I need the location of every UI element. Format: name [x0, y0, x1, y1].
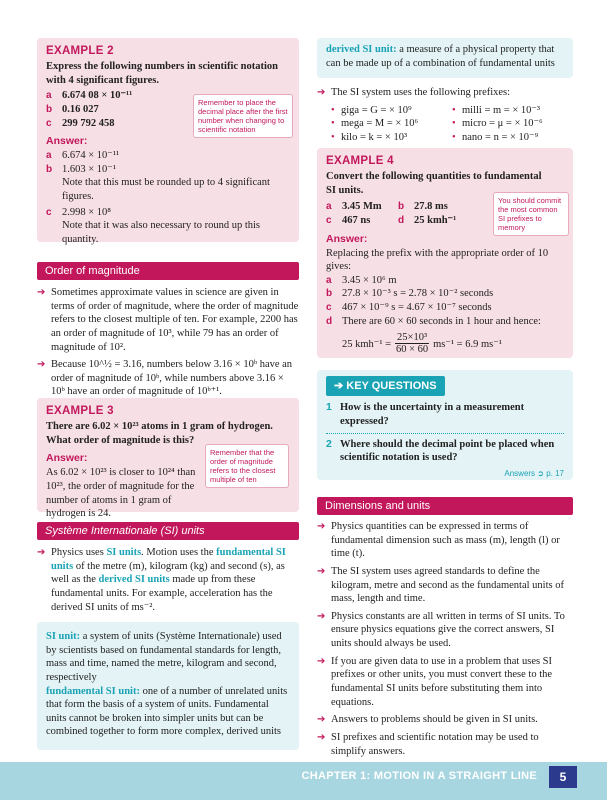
- bullet-text: SI prefixes and scientific notation may be used to simplify answers.: [331, 731, 539, 757]
- bullet-text: If you are given data to use in a problem that uses SI prefixes or other units, you must convert these to the fundamental SI units before substituting them into equations.: [331, 655, 553, 708]
- item-label: b: [398, 201, 405, 213]
- answer-item-label: b: [46, 163, 53, 175]
- section-heading-order: Order of magnitude: [37, 262, 299, 280]
- arrow-icon: ➔: [317, 610, 326, 622]
- bullet-text: Physics uses SI units. Motion uses the fundamental SI units of the metre (m), kilogram (kg) and second (s), as well as the derived SI units made up from these fundamental units. For example, acceleration has the derived SI units of ms⁻².: [51, 547, 286, 613]
- order-bullets: [37, 286, 299, 403]
- answer-note: Note that it was also necessary to round up this quantity.: [62, 220, 261, 246]
- item-text: 299 792 458: [62, 117, 115, 129]
- answer-item-text: 1.603 × 10⁻¹: [62, 163, 116, 175]
- margin-note: Remember to place the decimal place after the first number when changing to scientific notation: [193, 94, 293, 138]
- item-label: c: [46, 117, 52, 129]
- key-questions-box: ➔ KEY QUESTIONS 1 How is the uncertainty in a measurement expressed? 2 Where should the decimal point be placed when scientific notation is used? Answers ➲ p. 17: [317, 370, 573, 480]
- item-label: a: [46, 90, 52, 102]
- key-question-2: Where should the decimal point be placed when scientific notation is used?: [340, 438, 555, 464]
- example-2-prompt: Express the following numbers in scientific notation with 4 significant figures.: [46, 61, 278, 86]
- glossary-box: [37, 622, 299, 750]
- example-2-box: [37, 38, 299, 246]
- arrow-icon: ➔: [317, 714, 326, 726]
- item-text: 25 kmh⁻¹: [414, 214, 457, 226]
- answers-link[interactable]: Answers ➲ p. 17: [504, 468, 564, 478]
- item-label: d: [398, 214, 405, 226]
- example-4-prompt: Convert the following quantities to fundamental SI units.: [326, 171, 542, 196]
- prefix-item: mega = M = × 10⁶: [341, 118, 419, 130]
- bullet-text: Answers to problems should be given in SI units.: [331, 714, 538, 726]
- answer-item-label: a: [326, 274, 332, 286]
- item-label: c: [326, 214, 332, 226]
- answer-item-text: 3.45 × 10⁶ m: [342, 274, 397, 286]
- arrow-icon: ➔: [37, 287, 46, 298]
- key-question-1: How is the uncertainty in a measurement expressed?: [340, 402, 525, 427]
- bullet-text: Because 10^½ = 3.16, numbers below 3.16 × 10ᵇ have an order of magnitude of 10ᵇ, while numbers above 3.16 × 10ᵇ have an order of magnitude of 10ᵇ⁺¹.: [51, 359, 293, 398]
- item-label: a: [326, 201, 332, 213]
- prefix-item: nano = n = × 10⁻⁹: [462, 131, 539, 143]
- answer-item-label: a: [46, 150, 52, 162]
- arrow-icon: ➔: [37, 547, 46, 558]
- bullet-text: Physics constants are all written in terms of SI units. To ensure physics equations give the correct answers, SI units should always be used.: [331, 610, 565, 650]
- margin-note: You should commit the most common SI prefixes to memory: [493, 192, 569, 236]
- example-4-title: EXAMPLE 4: [326, 155, 394, 167]
- page-footer: [0, 762, 607, 800]
- answer-label: Answer:: [46, 452, 88, 465]
- example-4-box: [317, 148, 573, 358]
- item-text: 27.8 ms: [414, 201, 448, 213]
- prefix-item: milli = m = × 10⁻³: [462, 104, 541, 116]
- answer-item-label: c: [326, 302, 332, 314]
- answer-item-text: 467 × 10⁻⁹ s = 4.67 × 10⁻⁷ seconds: [342, 302, 492, 314]
- glossary-si-unit: SI unit: a system of units (Système Internationale) used by scientists based on fundamental standards for length, mass and time, named the metre, kilogram and second, respectively: [46, 631, 282, 683]
- answer-item-text: 6.674 × 10⁻¹¹: [62, 150, 120, 162]
- arrow-icon: ➔: [317, 87, 326, 98]
- answer-item-label: b: [326, 288, 333, 300]
- item-text: 467 ns: [342, 214, 371, 226]
- section-heading-dimensions: Dimensions and units: [317, 497, 573, 515]
- example-3-title: EXAMPLE 3: [46, 405, 114, 417]
- bullet-text: The SI system uses agreed standards to define the kilogram, metre and second as the fundamental units of mass, length and time.: [331, 565, 564, 605]
- equation: 25 kmh⁻¹ = $\frac{\text{25×10³}}{60 \times 60}$ ms⁻¹ = 6.9 ms⁻¹: [342, 332, 502, 356]
- example-3-prompt: There are 6.02 × 10²³ atoms in 1 gram of hydrogen. What order of magnitude is this?: [46, 421, 273, 446]
- answer-note: Note that this must be rounded up to 4 significant figures.: [62, 177, 270, 203]
- arrow-icon: ➔: [317, 521, 326, 532]
- arrow-icon: ➔: [317, 655, 326, 667]
- prefix-intro: The SI system uses the following prefixes:: [331, 87, 511, 98]
- item-text: 6.674 08 × 10⁻¹¹: [62, 90, 133, 102]
- section-heading-si: Système Internationale (SI) units: [37, 522, 299, 540]
- dimensions-bullets: [317, 520, 573, 762]
- prefix-item: micro = μ = × 10⁻⁶: [462, 118, 543, 130]
- answer-item-text: There are 60 × 60 seconds in 1 hour and hence:: [342, 315, 541, 327]
- key-questions-heading: ➔ KEY QUESTIONS: [326, 376, 445, 396]
- arrow-icon: ➔: [37, 359, 46, 371]
- arrow-icon: ➔: [317, 731, 326, 743]
- bullet-text: Sometimes approximate values in science are given in terms of order of magnitude, where the order of magnitude refers to the closest multiple of ten. For example, 2200 has an order of magnitude of 10³, while 79 has an order of magnitude of 10².: [51, 287, 299, 353]
- prefix-item: giga = G = × 10⁹: [341, 104, 412, 116]
- page-number: 5: [549, 766, 577, 788]
- item-label: b: [46, 103, 53, 115]
- answer-label: Answer:: [326, 232, 368, 245]
- arrow-icon: ➔: [317, 565, 326, 577]
- chapter-title: CHAPTER 1: MOTION IN A STRAIGHT LINE: [301, 770, 537, 782]
- answer-item-label: c: [46, 206, 52, 218]
- prefix-section: ➔ The SI system uses the following prefixes: • giga = G = × 10⁹ • milli = m = × 10⁻³ • mega = M = × 10⁶ • micro = μ = × 10⁻⁶ • kilo = k = × 10³ • nano = n = × 10⁻⁹: [317, 87, 543, 143]
- item-text: 3.45 Mm: [342, 201, 382, 213]
- example-3-box: [37, 398, 299, 520]
- answer-item-text: 27.8 × 10⁻³ s = 2.78 × 10⁻² seconds: [342, 288, 494, 300]
- si-bullets: [37, 546, 299, 618]
- example-2-title: EXAMPLE 2: [46, 45, 114, 57]
- answer-item-text: 2.998 × 10⁸: [62, 206, 111, 218]
- glossary-derived-box: derived SI unit: a measure of a physical property that can be made up of a combination of fundamental units: [317, 38, 573, 78]
- item-text: 0.16 027: [62, 103, 99, 115]
- answer-label: Answer:: [46, 135, 88, 148]
- example-3-answer: As 6.02 × 10²³ is closer to 10²⁴ than 10²³, the order of magnitude for the number of atoms in 1 gram of hydrogen is 24.: [46, 467, 196, 520]
- prefix-item: kilo = k = × 10³: [341, 131, 408, 143]
- glossary-fundamental: fundamental SI unit: one of a number of unrelated units that form the basis of a system of units. Fundamental units cannot be broken into simpler units but can be combined together to form more complex, derived units: [46, 685, 288, 738]
- answer-intro: Replacing the prefix with the appropriate order of 10 gives:: [326, 247, 549, 273]
- bullet-text: Physics quantities can be expressed in terms of fundamental dimension such as mass (m), length (l) or time (t).: [331, 521, 560, 560]
- margin-note: Remember that the order of magnitude refers to the closest multiple of ten: [205, 444, 289, 488]
- answer-item-label: d: [326, 315, 333, 327]
